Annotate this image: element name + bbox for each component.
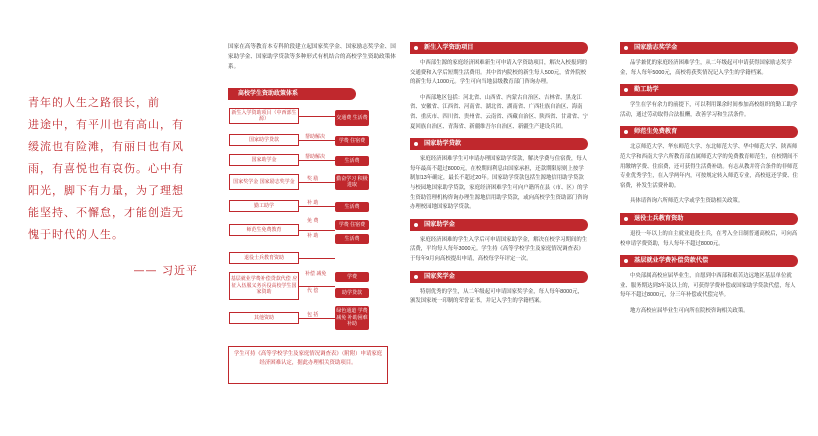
quote-block xyxy=(28,92,208,282)
benefit-box: 学费 住宿费 xyxy=(335,136,369,146)
section-paragraph: 家庭经济困难学生可申请办理国家助学贷款，解决学费与住宿费，每人每年最高不超过8000元，在校期间利息由国家承担，还款期限原则上按学制加13年确定，最长不超过20年。国家助学贷款包括生源地信用助学贷款与校园地国家助学贷款，家庭经济困难学生可向户籍所在县（市、区）的学生资助管理机构咨询办理生源地信用助学贷款，或向高校学生资助部门咨询办理校园地国家助学贷款。 xyxy=(410,156,588,211)
relation-label: 补 助 xyxy=(307,233,319,239)
right-column xyxy=(620,42,798,323)
relation-label: 代 偿 xyxy=(307,288,319,294)
relation-label: 帮助解决 xyxy=(305,154,326,160)
relation-label: 补 助 xyxy=(307,200,319,206)
section-paragraph: 中西部地区包括：河北省、山西省、内蒙古自治区、吉林省、黑龙江省、安徽省、江西省、河南省、湖北省、湖南省、广西壮族自治区、海南省、重庆市、四川省、贵州省、云南省、西藏自治区、陕西省、甘肃省、宁夏回族自治区、青海省、新疆维吾尔自治区、新疆生产建设兵团。 xyxy=(410,94,588,130)
relation-label: 免 费 xyxy=(307,218,319,224)
connector-line xyxy=(299,230,335,231)
section-title: 新生入学资助项目 xyxy=(410,42,588,54)
section-paragraph: 特别优秀的学生，从二年级起可申请国家奖学金，每人每年8000元，颁发国家统一印制的荣誉证书，并记入学生的学籍档案。 xyxy=(410,288,583,305)
section-paragraph: 家庭经济困难的学生入学后可申请国家助学金，解决在校学习期间的生活费，平均每人每年3000元。学生持《高等学校学生及家庭情况调查表》于每年9月向高校提出申请，高校每学年评定一次。 xyxy=(410,236,588,262)
benefit-box: 生活费 xyxy=(335,202,369,212)
section-paragraph: 北京师范大学、华东师范大学、东北师范大学、华中师范大学、陕西师范大学和西南大学六所教育部直属师范大学的免费教育师范生，在校期间不用缴纳学费、住宿费，还可获得生活费补助。有志从教并符合条件的非师范专业优秀学生，在入学两年内，可按规定转入师范专业，高校返还学费、住宿费，补发生活费补助。 xyxy=(620,144,798,189)
section-paragraph: 退役一年以上的自主就业退役士兵，在考入全日制普通高校后，可向高校申请学费资助，每人每年不超过8000元。 xyxy=(620,230,798,247)
quote-line: 雨，有喜悦也有哀伤。心中有 xyxy=(28,162,184,175)
benefit-box: 助学贷款 xyxy=(335,288,369,298)
benefit-box: 学费 xyxy=(335,272,369,282)
policy-flowchart xyxy=(225,106,397,338)
connector-line xyxy=(299,206,335,207)
relation-label: 包 括 xyxy=(307,312,319,318)
connector-line xyxy=(299,318,335,319)
chart-title: 高校学生资助政策体系 xyxy=(228,88,356,100)
section-paragraph: 具体请咨询六所师范大学或学生资助相关政策。 xyxy=(630,198,744,205)
quote-line: 能坚持、不懈怠，才能创造无 xyxy=(28,206,184,219)
application-note: 学生可持《高等学校学生及家庭情况调查表》（附附）申请家庭经济困难认定，据此办理相关资助项目。 xyxy=(228,346,388,384)
relation-label: 奖 励 xyxy=(307,176,319,182)
benefit-box: 学费 住宿费 xyxy=(335,220,369,230)
section-paragraph: 品学兼优的家庭经济困难学生，从二年级起可申请获得国家励志奖学金，每人每年5000元，高校将获奖情况记入学生的学籍档案。 xyxy=(620,60,792,76)
intro-text: 国家在高等教育本专科阶段建立起国家奖学金、国家励志奖学金、国家助学金、国家助学贷款等多种形式有机结合的高校学生资助政策体系。 xyxy=(228,44,396,70)
policy-box-grant: 国家助学金 xyxy=(229,154,299,166)
section-paragraph: 中西部生源的家庭经济困难新生可申请入学资助项目，解决入校报到的交通费和入学后短期生活费用。其中省内院校的新生每人500元，省外院校的新生每人1000元。学生可向当地县级教育部门咨询办理。 xyxy=(410,60,588,86)
benefit-box: 交通费 生活费 xyxy=(335,110,369,126)
quote-line: 愧于时代的人生。 xyxy=(28,228,124,241)
policy-box-scholarship: 国家奖学金 国家励志奖学金 xyxy=(229,174,299,190)
section-title: 国家助学贷款 xyxy=(410,138,588,150)
section-title: 国家助学金 xyxy=(410,219,588,231)
section-title: 勤工助学 xyxy=(620,84,798,96)
policy-box-workstudy: 勤工助学 xyxy=(229,200,299,212)
quote-author: —— 习近平 xyxy=(133,264,198,277)
connector-line xyxy=(299,160,335,161)
section-title: 基层就业学费补偿贷款代偿 xyxy=(620,255,798,267)
policy-box-other: 其他资助 xyxy=(229,312,299,324)
section-title: 国家励志奖学金 xyxy=(620,42,798,54)
benefit-box: 绿色通道 学费减免 补助困难补助 xyxy=(335,306,369,330)
benefit-box: 生活费 xyxy=(335,156,369,166)
policy-box-grassroots: 基层就业学费补偿贷款代偿 应征入伍服义务兵役高校学生国家资助 xyxy=(229,272,299,300)
section-paragraph: 地方高校应届毕业生可向所在院校咨询相关政策。 xyxy=(630,307,749,314)
section-title: 退役士兵教育资助 xyxy=(620,213,798,225)
connector-line xyxy=(299,258,335,259)
policy-box-freshman: 新生入学资助项目（中西部生源） xyxy=(229,108,299,124)
section-paragraph: 中央部属高校应届毕业生，自愿到中西部和艰苦边远地区基层单位就业、服务期达到3年及以上的，可获得学费补偿或国家助学贷款代偿，每人每年不超过8000元，分三年补偿或代偿完毕。 xyxy=(620,273,796,299)
quote-line: 缓流也有险滩，有丽日也有风 xyxy=(28,140,184,153)
connector-line xyxy=(299,182,335,183)
benefit-box: 生活费 xyxy=(335,234,369,244)
policy-box-loan: 国家助学贷款 xyxy=(229,134,299,146)
section-title: 国家奖学金 xyxy=(410,271,588,283)
policy-box-veteran: 退役士兵教育资助 xyxy=(229,252,299,264)
quote-line: 进途中，有平川也有高山，有 xyxy=(28,118,184,131)
connector-line xyxy=(299,116,335,117)
connector-line xyxy=(299,140,335,141)
connector-line xyxy=(299,286,335,287)
section-title: 师范生免费教育 xyxy=(620,126,798,138)
policy-box-normal-edu: 师范生免费教育 xyxy=(229,224,299,236)
quote-line: 青年的人生之路很长，前 xyxy=(28,96,160,109)
section-paragraph: 学生在学有余力的前提下，可以利用课余时间参加高校组织的勤工助学活动，通过劳动取得合法报酬，改善学习和生活条件。 xyxy=(620,102,798,118)
middle-column xyxy=(410,42,588,313)
quote-line: 阳光，脚下有力量，为了理想 xyxy=(28,184,184,197)
relation-label: 帮助解决 xyxy=(305,134,326,140)
benefit-box: 勤奋学习 积极进取 xyxy=(336,175,368,188)
relation-label: 补偿 减免 xyxy=(305,271,327,277)
